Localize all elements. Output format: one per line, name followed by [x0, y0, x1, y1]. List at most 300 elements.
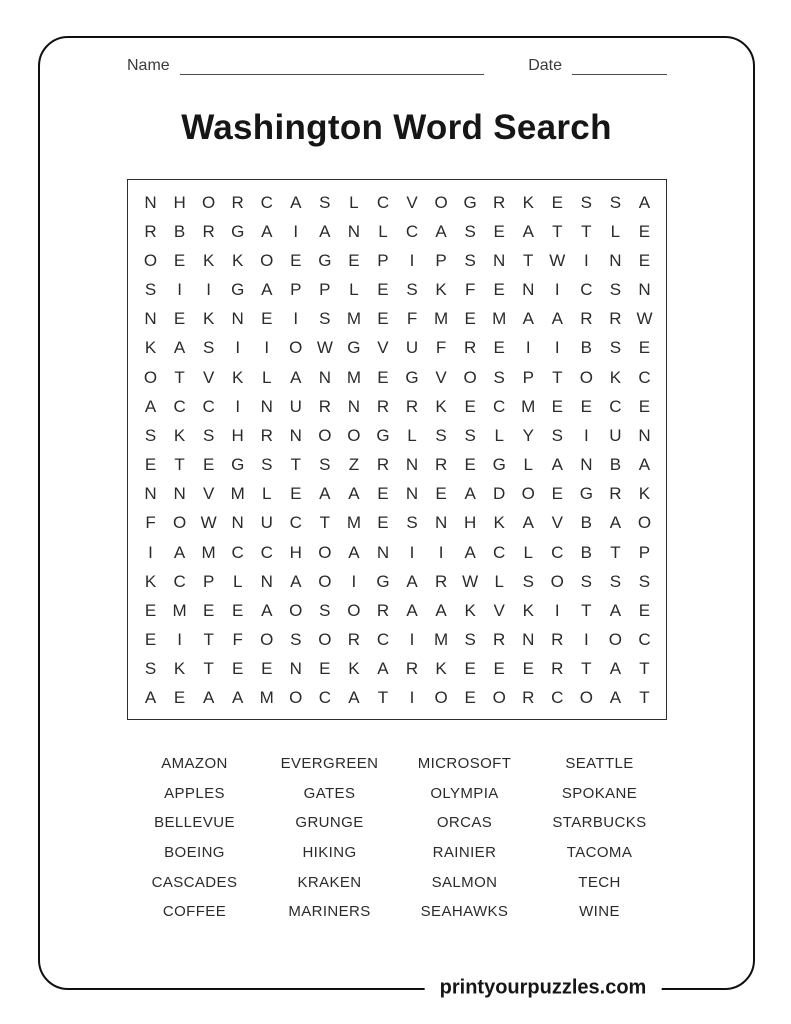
grid-letter: M: [172, 600, 187, 620]
grid-letter: R: [609, 309, 622, 329]
grid-letter: R: [376, 455, 390, 475]
grid-letter: R: [347, 630, 361, 650]
grid-letter: Z: [348, 455, 360, 475]
grid-letter: O: [637, 513, 652, 533]
grid-letter: K: [493, 513, 505, 533]
grid-letter: A: [232, 688, 244, 708]
grid-letter: E: [464, 396, 476, 416]
word-list-item: BELLEVUE: [154, 814, 235, 832]
grid-letter: G: [492, 455, 506, 475]
grid-letter: I: [583, 425, 589, 445]
grid-letter: C: [493, 396, 506, 416]
grid-letter: E: [464, 309, 476, 329]
grid-letter: S: [406, 513, 418, 533]
grid-letter: A: [638, 192, 651, 212]
word-list-item: EVERGREEN: [280, 755, 379, 773]
grid-letter: P: [435, 250, 447, 270]
grid-letter: A: [261, 221, 273, 241]
grid-letter: A: [522, 513, 534, 533]
grid-letter: F: [406, 309, 418, 329]
grid-letter: S: [609, 338, 622, 358]
grid-letter: C: [260, 192, 273, 212]
grid-letter: A: [609, 688, 622, 708]
grid-letter: T: [523, 250, 534, 270]
name-blank-line: [180, 60, 485, 75]
grid-letter: N: [405, 455, 419, 475]
grid-letter: W: [462, 571, 479, 591]
grid-letter: I: [148, 542, 153, 562]
grid-letter: K: [202, 309, 215, 329]
grid-letter: S: [464, 221, 476, 241]
grid-letter: G: [463, 192, 477, 212]
grid-letter: L: [349, 192, 359, 212]
grid-letter: S: [638, 571, 651, 591]
word-list-item: HIKING: [302, 844, 357, 862]
grid-letter: I: [206, 280, 211, 300]
grid-letter: O: [289, 600, 303, 620]
grid-letter: A: [261, 600, 273, 620]
grid-letter: O: [347, 425, 361, 445]
grid-letter: U: [260, 513, 273, 533]
grid-letter: I: [235, 338, 241, 358]
grid-letter: K: [609, 367, 622, 387]
grid-letter: H: [231, 425, 244, 445]
grid-letter: R: [493, 192, 506, 212]
grid-letter: O: [463, 367, 477, 387]
grid-letter: A: [551, 309, 563, 329]
grid-letter: E: [377, 367, 389, 387]
grid-letter: A: [348, 542, 360, 562]
grid-letter: G: [318, 250, 332, 270]
grid-letter: O: [521, 484, 535, 504]
grid-letter: N: [522, 280, 535, 300]
grid-letter: O: [143, 367, 158, 387]
grid-letter: A: [609, 659, 622, 679]
grid-letter: S: [580, 192, 593, 212]
grid-letter: C: [405, 221, 419, 241]
grid-letter: R: [405, 396, 419, 416]
grid-letter: I: [409, 250, 415, 270]
grid-letter: S: [202, 425, 215, 445]
grid-letter: S: [144, 425, 157, 445]
grid-letter: T: [610, 542, 621, 562]
grid-letter: A: [435, 600, 447, 620]
grid-letter: M: [433, 309, 449, 329]
grid-letter: K: [464, 600, 476, 620]
grid-letter: L: [349, 280, 359, 300]
grid-letter: E: [638, 250, 651, 270]
grid-letter: A: [638, 455, 651, 475]
grid-letter: P: [638, 542, 651, 562]
word-list-item: GATES: [303, 784, 356, 802]
grid-letter: F: [145, 513, 156, 533]
grid-letter: K: [435, 659, 447, 679]
grid-letter: G: [376, 571, 390, 591]
word-list-item: AMAZON: [161, 755, 228, 773]
grid-letter: V: [377, 338, 389, 358]
grid-letter: R: [522, 688, 535, 708]
grid-letter: I: [525, 338, 531, 358]
grid-letter: S: [551, 425, 563, 445]
grid-letter: H: [289, 542, 302, 562]
grid-letter: I: [177, 630, 182, 650]
grid-letter: E: [173, 250, 186, 270]
grid-letter: A: [551, 455, 563, 475]
grid-letter: U: [609, 425, 622, 445]
grid-letter: R: [493, 630, 506, 650]
grid-letter: M: [492, 309, 507, 329]
grid-letter: K: [348, 659, 360, 679]
word-list-item: MICROSOFT: [417, 755, 512, 773]
grid-letter: A: [609, 600, 622, 620]
grid-letter: C: [173, 396, 186, 416]
word-list-column: [532, 749, 667, 927]
grid-letter: S: [319, 600, 331, 620]
grid-letter: T: [581, 600, 592, 620]
grid-letter: L: [610, 221, 621, 241]
grid-letter: L: [262, 484, 272, 504]
grid-letter: I: [409, 688, 415, 708]
grid-letter: N: [405, 484, 419, 504]
grid-letter: N: [318, 367, 331, 387]
grid-letter: P: [202, 571, 215, 591]
grid-letter: T: [174, 455, 185, 475]
grid-letter: E: [202, 455, 215, 475]
grid-letter: M: [201, 542, 216, 562]
grid-letter: K: [435, 396, 447, 416]
grid-letter: F: [435, 338, 447, 358]
grid-letter: S: [319, 455, 331, 475]
grid-letter: E: [638, 221, 651, 241]
grid-letter: M: [433, 630, 449, 650]
grid-letter: L: [494, 571, 504, 591]
grid-letter: S: [609, 192, 622, 212]
grid-letter: E: [348, 250, 360, 270]
grid-letter: R: [463, 338, 477, 358]
grid-letter: M: [346, 513, 361, 533]
footer-site-text: printyourpuzzles.com: [425, 977, 662, 1000]
grid-letter: E: [638, 338, 651, 358]
puzzle-card: [38, 36, 755, 999]
word-list: [127, 749, 667, 927]
word-list-item: TACOMA: [566, 844, 633, 862]
grid-letter: L: [262, 367, 272, 387]
grid-letter: Y: [522, 425, 534, 445]
grid-letter: T: [319, 513, 331, 533]
grid-letter: M: [259, 688, 274, 708]
grid-letter: S: [202, 338, 215, 358]
grid-letter: R: [376, 396, 390, 416]
grid-letter: S: [464, 630, 476, 650]
grid-letter: C: [376, 630, 390, 650]
grid-letter: E: [464, 688, 476, 708]
grid-letter: G: [579, 484, 593, 504]
word-list-column: [262, 749, 397, 927]
grid-letter: E: [144, 455, 157, 475]
grid-letter: V: [406, 192, 418, 212]
word-list-item: MARINERS: [288, 903, 371, 921]
date-label: Date: [528, 57, 562, 75]
grid-letter: L: [494, 425, 504, 445]
grid-letter: R: [260, 425, 273, 445]
grid-letter: I: [554, 338, 560, 358]
grid-letter: S: [522, 571, 534, 591]
grid-letter: S: [435, 425, 447, 445]
grid-letter: S: [319, 309, 331, 329]
grid-letter: C: [376, 192, 390, 212]
grid-letter: E: [377, 513, 389, 533]
grid-letter: V: [202, 367, 215, 387]
grid-letter: T: [552, 221, 563, 241]
grid-letter: A: [406, 571, 418, 591]
grid-letter: I: [438, 542, 444, 562]
grid-letter: C: [260, 542, 273, 562]
grid-letter: A: [319, 484, 331, 504]
grid-letter: E: [319, 659, 331, 679]
grid-letter: E: [232, 600, 244, 620]
grid-letter: A: [290, 571, 302, 591]
grid-letter: D: [493, 484, 506, 504]
grid-letter: T: [639, 659, 650, 679]
grid-letter: I: [583, 250, 589, 270]
grid-letter: O: [143, 250, 158, 270]
grid-letter: A: [290, 367, 302, 387]
grid-letter: C: [580, 280, 593, 300]
grid-letter: O: [434, 192, 448, 212]
grid-letter: E: [144, 630, 157, 650]
grid-letter: O: [579, 367, 593, 387]
grid-letter: C: [493, 542, 506, 562]
grid-letter: H: [463, 513, 477, 533]
grid-letter: K: [435, 280, 447, 300]
grid-letter: K: [173, 425, 186, 445]
grid-letter: R: [202, 221, 215, 241]
word-list-item: SPOKANE: [561, 784, 638, 802]
grid-letter: E: [638, 396, 651, 416]
grid-letter: S: [493, 367, 505, 387]
grid-letter: I: [583, 630, 589, 650]
grid-letter: N: [173, 484, 186, 504]
grid-letter: T: [639, 688, 650, 708]
grid-letter: C: [173, 571, 186, 591]
grid-letter: E: [377, 484, 389, 504]
grid-letter: I: [293, 221, 299, 241]
word-list-item: RAINIER: [432, 844, 497, 862]
grid-letter: E: [290, 250, 302, 270]
grid-letter: G: [231, 280, 245, 300]
grid-letter: S: [406, 280, 418, 300]
grid-letter: E: [551, 192, 563, 212]
grid-letter: G: [376, 425, 390, 445]
grid-letter: E: [551, 484, 563, 504]
grid-letter: O: [172, 513, 187, 533]
grid-letter: E: [435, 484, 447, 504]
grid-letter: R: [231, 192, 244, 212]
grid-letter: E: [377, 280, 389, 300]
grid-letter: L: [407, 425, 417, 445]
grid-letter: M: [230, 484, 245, 504]
grid-letter: A: [522, 309, 534, 329]
grid-letter: A: [348, 688, 360, 708]
grid-letter: C: [638, 367, 651, 387]
grid-letter: K: [202, 250, 215, 270]
grid-letter: R: [434, 571, 448, 591]
grid-letter: S: [261, 455, 273, 475]
grid-letter: I: [554, 280, 560, 300]
grid-letter: L: [523, 455, 533, 475]
grid-letter: C: [551, 542, 564, 562]
grid-letter: R: [318, 396, 331, 416]
word-list-item: BOEING: [164, 844, 225, 862]
grid-letter: K: [638, 484, 651, 504]
word-list-column: [127, 749, 262, 927]
grid-letter: S: [464, 425, 476, 445]
grid-letter: K: [522, 600, 534, 620]
grid-letter: E: [638, 600, 651, 620]
grid-letter: N: [638, 425, 651, 445]
grid-letter: E: [202, 600, 215, 620]
grid-letter: N: [289, 425, 302, 445]
grid-letter: N: [231, 513, 244, 533]
grid-letter: U: [405, 338, 419, 358]
grid-letter: R: [609, 484, 622, 504]
grid-letter: T: [174, 367, 185, 387]
grid-letter: N: [522, 630, 535, 650]
grid-letter: E: [493, 280, 505, 300]
grid-letter: V: [551, 513, 563, 533]
grid-letter: T: [290, 455, 301, 475]
word-list-item: COFFEE: [162, 903, 227, 921]
grid-letter: L: [378, 221, 388, 241]
grid-letter: O: [579, 688, 593, 708]
grid-letter: T: [203, 659, 214, 679]
grid-letter: E: [232, 659, 244, 679]
grid-letter: F: [464, 280, 476, 300]
grid-letter: A: [522, 221, 534, 241]
grid-letter: P: [377, 250, 389, 270]
grid-letter: E: [173, 688, 186, 708]
grid-letter: E: [551, 396, 563, 416]
grid-letter: N: [493, 250, 506, 270]
grid-letter: E: [290, 484, 302, 504]
grid-letter: O: [347, 600, 361, 620]
word-list-item: SALMON: [431, 873, 498, 891]
grid-letter: N: [376, 542, 390, 562]
grid-letter: S: [144, 659, 157, 679]
grid-letter: K: [144, 338, 157, 358]
grid-letter: R: [434, 455, 448, 475]
grid-letter: A: [464, 484, 476, 504]
grid-letter: I: [177, 280, 182, 300]
name-date-header: [127, 55, 667, 75]
grid-letter: R: [580, 309, 593, 329]
grid-letter: E: [261, 309, 273, 329]
grid-letter: A: [202, 688, 215, 708]
grid-letter: E: [377, 309, 389, 329]
grid-letter: C: [551, 688, 564, 708]
grid-letter: I: [293, 309, 299, 329]
grid-letter: A: [144, 688, 157, 708]
grid-letter: W: [636, 309, 653, 329]
grid-letter: L: [232, 571, 243, 591]
grid-letter: O: [318, 630, 332, 650]
grid-letter: S: [144, 280, 157, 300]
word-list-item: ORCAS: [436, 814, 493, 832]
grid-letter: N: [144, 484, 157, 504]
grid-letter: E: [493, 659, 505, 679]
grid-letter: K: [173, 659, 186, 679]
grid-letter: B: [609, 455, 622, 475]
grid-letter: V: [435, 367, 447, 387]
grid-letter: A: [377, 659, 389, 679]
grid-letter: S: [609, 280, 622, 300]
grid-letter: B: [580, 542, 593, 562]
grid-letter: C: [231, 542, 244, 562]
grid-letter: R: [551, 659, 564, 679]
grid-letter: A: [435, 221, 447, 241]
grid-letter: O: [260, 250, 274, 270]
grid-letter: W: [549, 250, 566, 270]
grid-letter: E: [522, 659, 534, 679]
grid-letter: I: [554, 600, 560, 620]
grid-letter: R: [376, 600, 390, 620]
grid-letter: F: [232, 630, 243, 650]
grid-letter: M: [521, 396, 536, 416]
word-list-item: CASCADES: [151, 873, 238, 891]
grid-letter: N: [580, 455, 593, 475]
grid-letter: A: [173, 542, 186, 562]
grid-letter: C: [289, 513, 302, 533]
grid-letter: K: [144, 571, 157, 591]
grid-letter: N: [144, 309, 157, 329]
grid-letter: N: [260, 396, 273, 416]
grid-letter: E: [493, 221, 505, 241]
grid-letter: V: [493, 600, 505, 620]
date-blank-line: [572, 60, 667, 75]
grid-letter: A: [319, 221, 331, 241]
grid-letter: W: [200, 513, 217, 533]
grid-letter: T: [377, 688, 389, 708]
grid-letter: S: [464, 250, 476, 270]
word-list-item: GRUNGE: [295, 814, 364, 832]
grid-letter: O: [434, 688, 448, 708]
grid-letter: G: [347, 338, 361, 358]
grid-letter: N: [260, 571, 273, 591]
grid-letter: U: [289, 396, 302, 416]
grid-letter: E: [493, 338, 505, 358]
grid-letter: V: [202, 484, 215, 504]
grid-letter: A: [464, 542, 476, 562]
grid-letter: T: [581, 221, 592, 241]
grid-letter: H: [173, 192, 186, 212]
grid-letter: C: [318, 688, 331, 708]
grid-letter: S: [580, 571, 593, 591]
grid-letter: I: [264, 338, 270, 358]
grid-letter: A: [348, 484, 360, 504]
grid-letter: O: [202, 192, 216, 212]
page-title: Washington Word Search: [181, 108, 612, 147]
grid-letter: I: [409, 630, 415, 650]
grid-letter: N: [638, 280, 651, 300]
grid-letter: E: [173, 309, 186, 329]
grid-letter: N: [609, 250, 622, 270]
grid-letter: K: [232, 367, 244, 387]
grid-letter: E: [464, 659, 476, 679]
grid-letter: B: [173, 221, 186, 241]
word-list-item: STARBUCKS: [552, 814, 647, 832]
word-list-item: SEAHAWKS: [420, 903, 509, 921]
grid-letter: C: [202, 396, 215, 416]
